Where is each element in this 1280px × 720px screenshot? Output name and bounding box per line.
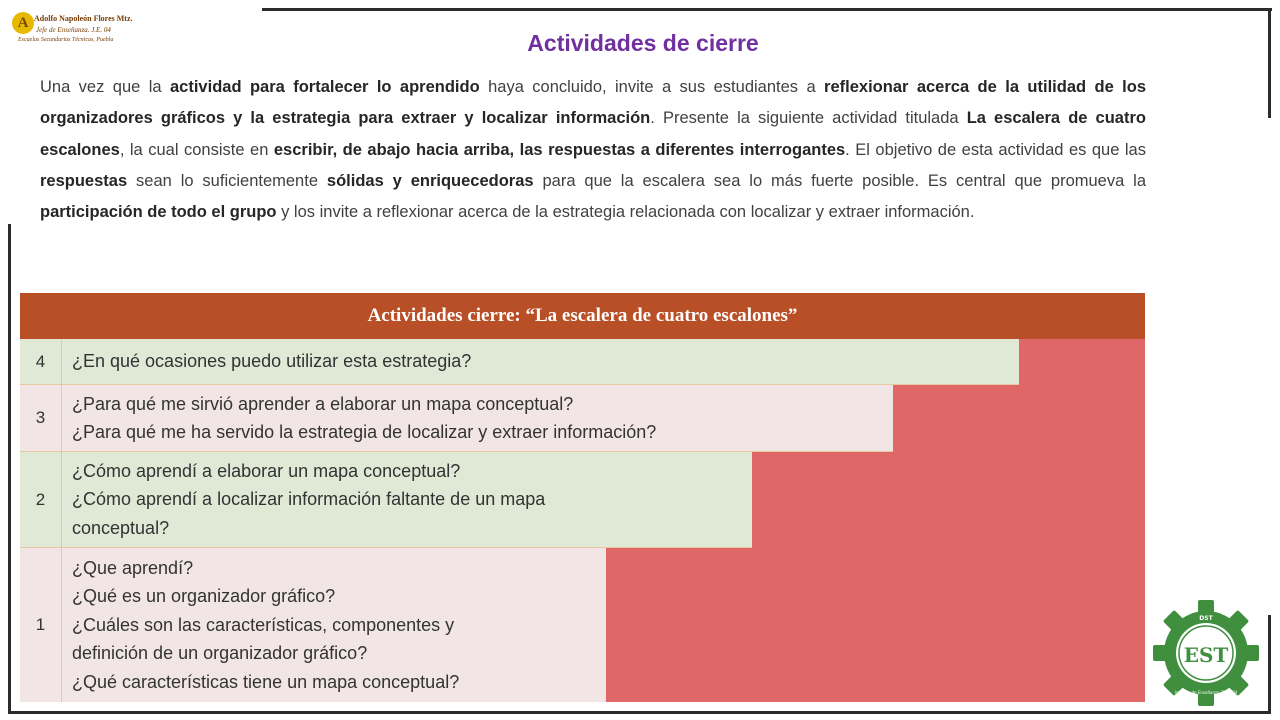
frame-bottom-line — [8, 711, 1270, 714]
instructions-paragraph — [40, 72, 1146, 228]
step-questions — [72, 385, 885, 451]
step-questions — [72, 548, 598, 702]
frame-right-line-bottom — [1268, 615, 1271, 714]
para-bold-3: La escalera de cuatro escalones — [40, 109, 1146, 159]
para-text-5: . El objetivo de esta actividad es que las — [845, 140, 1146, 159]
logo-line-3: Escuelas Secundarias Técnicas, Puebla — [18, 37, 114, 43]
para-text-6: sean lo suficientemente — [127, 171, 327, 190]
gear-center-text: EST — [1183, 643, 1229, 667]
question-line: ¿Cuáles son las características, componentes y — [72, 614, 455, 635]
step-number: 2 — [20, 452, 62, 547]
para-text-1: Una vez que la — [40, 78, 170, 96]
table-row-step-1 — [20, 548, 606, 702]
question-line: ¿Qué características tiene un mapa conceptual? — [72, 671, 460, 692]
gear-bottom-text: Jefatura de Enseñanza Zona 04 — [1174, 690, 1238, 695]
page-title-text: Actividades de cierre — [527, 30, 759, 56]
para-text-2: haya concluido, invite a sus estudiantes a — [479, 78, 825, 96]
logo-line-1: Adolfo Napoleón Flores Mtz. — [34, 14, 133, 23]
logo-line-2: Jefe de Enseñanza. J.E. 04 — [36, 26, 111, 34]
gear-logo-icon — [1151, 598, 1261, 708]
para-text-8: y los invite a reflexionar acerca de la estrategia relacionada con localizar y extraer información. — [276, 203, 975, 222]
question-line: ¿Qué es un organizador gráfico? — [72, 586, 336, 607]
step-questions — [72, 452, 744, 547]
question-line: ¿Para qué me sirvió aprender a elaborar un mapa conceptual? — [72, 393, 574, 414]
table-row-step-2 — [20, 452, 752, 548]
page-title — [0, 30, 1280, 57]
para-text-7: para que la escalera sea lo más fuerte posible. Es central que promueva la — [533, 171, 1146, 190]
table-row-step-4 — [20, 339, 1019, 385]
step-questions — [72, 339, 1011, 384]
para-bold-6: sólidas y enriquecedoras — [326, 171, 534, 190]
question-line: ¿Que aprendí? — [72, 557, 194, 578]
para-bold-5: respuestas — [40, 171, 128, 190]
para-bold-4: escribir, de abajo hacia arriba, las respuestas a diferentes interrogantes — [273, 140, 846, 159]
question-line: ¿Cómo aprendí a elaborar un mapa conceptual? — [72, 460, 461, 481]
table-header: Actividades cierre: “La escalera de cuatro escalones” — [20, 293, 1145, 339]
question-line: ¿Cómo aprendí a localizar información faltante de un mapa — [72, 489, 546, 510]
question-line: ¿En qué ocasiones puedo utilizar esta estrategia? — [72, 351, 472, 372]
step-number: 3 — [20, 385, 62, 451]
table-row-step-3 — [20, 385, 893, 452]
para-text-3: . Presente la siguiente actividad titulada — [650, 109, 967, 128]
frame-top-line — [262, 8, 1272, 11]
frame-right-line-top — [1268, 8, 1271, 118]
step-number: 1 — [20, 548, 62, 702]
gear-top-text: DST — [1199, 615, 1213, 622]
para-text-4: , la cual consiste en — [119, 140, 274, 159]
staircase-table — [20, 293, 1145, 702]
question-line: ¿Para qué me ha servido la estrategia de localizar y extraer información? — [72, 422, 657, 442]
frame-left-line — [8, 224, 11, 714]
para-bold-2: reflexionar acerca de la utilidad de los organizadores gráficos y la estrategia para extraer y localizar información — [40, 78, 1146, 128]
step-number: 4 — [20, 339, 62, 384]
question-line: conceptual? — [72, 517, 170, 538]
para-bold-1: actividad para fortalecer lo aprendido — [170, 78, 480, 96]
gear-logo-svg — [1151, 598, 1261, 708]
logo-initial: A — [12, 12, 34, 34]
para-bold-7: participación de todo el grupo — [40, 203, 277, 222]
question-line: definición de un organizador gráfico? — [72, 643, 368, 664]
